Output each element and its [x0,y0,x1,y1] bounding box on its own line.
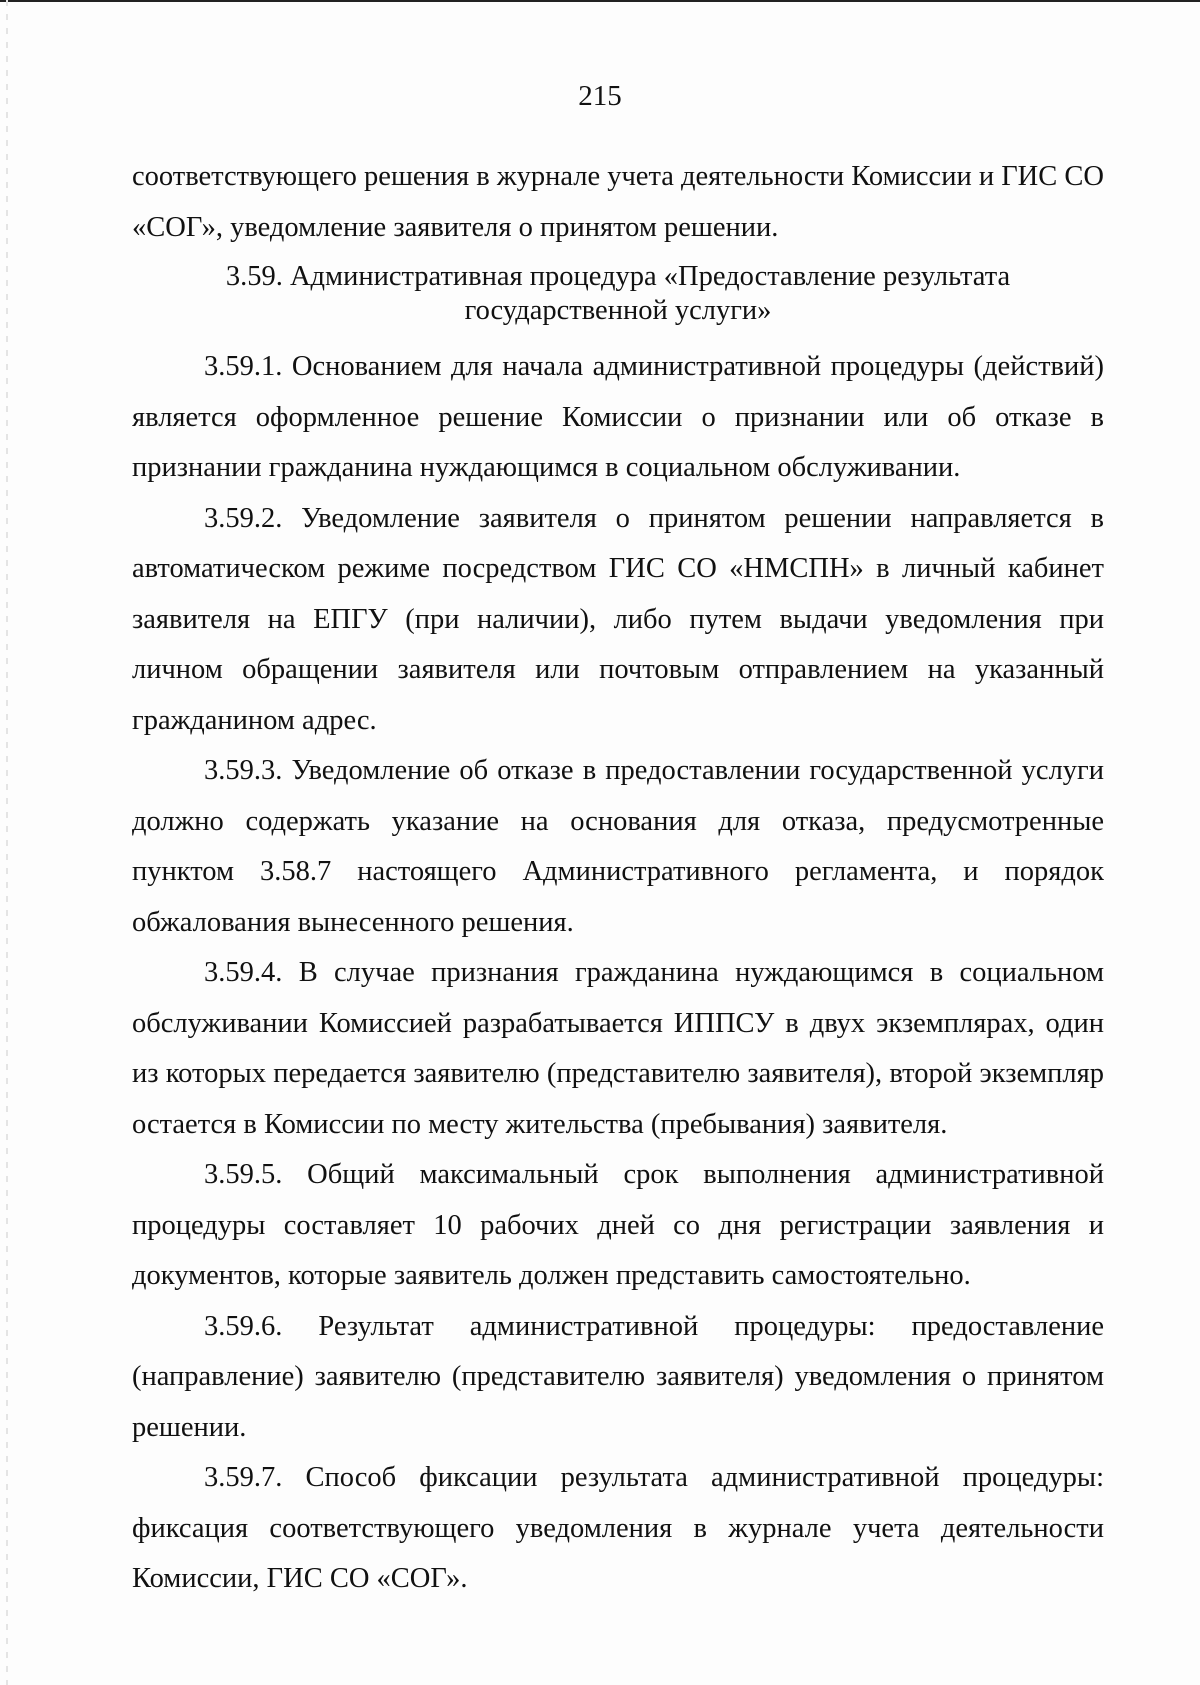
continuation-paragraph: соответствующего решения в журнале учета деятельности Комиссии и ГИС СО «СОГ», уведомление заявителя о принятом решении. [132,161,1104,243]
paragraph-3-59-1: 3.59.1. Основанием для начала административной процедуры (действий) является оформленное решение Комиссии о признании или об отказе в признании гражданина нуждающимся в социальном обслуживании. [132,351,1104,483]
section-heading [132,260,1104,328]
page-number: 215 [578,80,622,112]
section-heading-line-2: государственной услуги» [464,295,772,326]
paragraph-3-59-6: 3.59.6. Результат административной процедуры: предоставление (направление) заявителю (представителю заявителя) уведомления о принятом решении. [132,1310,1104,1443]
document-body [132,152,1104,1605]
scan-left-edge [6,0,8,1685]
paragraph-3-59-3: 3.59.3. Уведомление об отказе в предоставлении государственной услуги должно содержать указание на основания для отказа, предусмотренные пунктом 3.58.7 настоящего Административного регламента, и порядок обжалования вынесенного решения. [132,755,1104,938]
paragraph-3-59-4: 3.59.4. В случае признания гражданина нуждающимся в социальном обслуживании Комиссией разрабатывается ИППСУ в двух экземплярах, один из которых передается заявителю (представителю заявителя), второй экземпляр остается в Комиссии по месту жительства (пребывания) заявителя. [132,957,1104,1140]
section-heading-line-1: 3.59. Административная процедура «Предоставление результата [225,261,1011,292]
paragraph-3-59-5: 3.59.5. Общий максимальный срок выполнения административной процедуры составляет 10 рабочих дней со дня регистрации заявления и документов, которые заявитель должен представить самостоятельно. [132,1159,1104,1291]
paragraph-3-59-2: 3.59.2. Уведомление заявителя о принятом решении направляется в автоматическом режиме посредством ГИС СО «НМСПН» в личный кабинет заявителя на ЕПГУ (при наличии), либо путем выдачи уведомления при личном обращении заявителя или почтовым отправлением на указанный гражданином адрес. [132,502,1104,736]
page-top-border [0,0,1200,2]
paragraph-3-59-7: 3.59.7. Способ фиксации результата административной процедуры: фиксация соответствующего уведомления в журнале учета деятельности Комиссии, ГИС СО «СОГ». [132,1462,1104,1594]
